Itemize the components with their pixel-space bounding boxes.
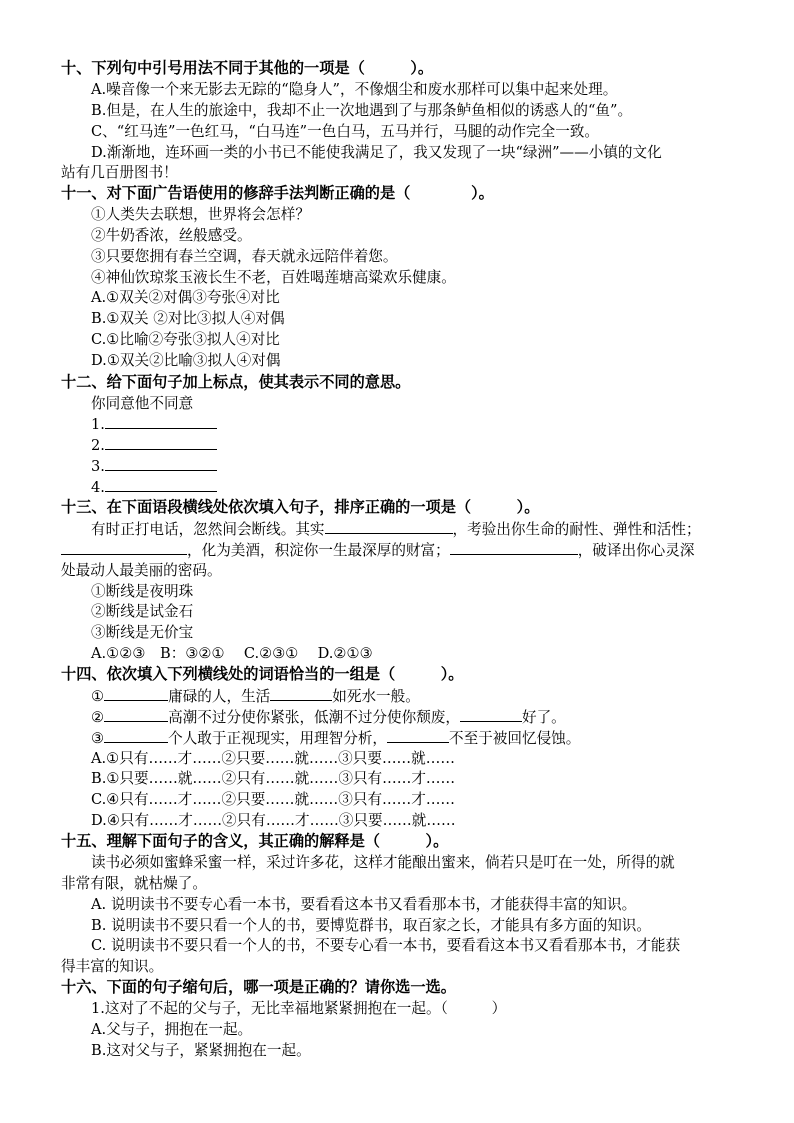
q10-option-d-line2: 站有几百册图书！ bbox=[61, 164, 178, 181]
q15-passage-line2: 非常有限，就枯燥了。 bbox=[61, 875, 207, 892]
q12-sentence: 你同意他不同意 bbox=[91, 395, 194, 412]
q14-option-b: B.①只要……就……②只有……就……③只有……才…… bbox=[91, 770, 456, 787]
q14-option-a: A.①只有……才……②只要……就……③只要……就…… bbox=[91, 750, 455, 767]
q14-line-1-end: 如死水一般。 bbox=[332, 688, 420, 705]
q11-option-a: A.①双关②对偶③夸张④对比 bbox=[91, 289, 280, 306]
q14-blank-3[interactable] bbox=[104, 707, 168, 722]
q14-line-3-text: 个人敢于正视现实，用理智分析， bbox=[168, 730, 388, 747]
q14-blank-2[interactable] bbox=[270, 686, 332, 701]
q15-option-a: A. 说明读书不要专心看一本书，要看看这本书又看看那本书，才能获得丰富的知识。 bbox=[91, 896, 637, 913]
q14-line-1-text: 庸碌的人，生活 bbox=[168, 688, 271, 705]
q14-blank-4[interactable] bbox=[460, 707, 522, 722]
q16-option-b: B.这对父与子，紧紧拥抱在一起。 bbox=[91, 1042, 311, 1059]
q14-option-c: C.④只有……才……②只要……就……③只有……才…… bbox=[91, 791, 456, 808]
q10-option-d-line1: D.渐渐地，连环画一类的小书已不能使我满足了，我又发现了一块“绿洲”——小镇的文化 bbox=[91, 144, 662, 161]
q14-line-2-text: 高潮不过分使你紧张，低潮不过分使你颓废， bbox=[168, 709, 460, 726]
q14-blank-6[interactable] bbox=[387, 728, 449, 743]
q13-choices: A.①②③ B：③②① C.②③① D.②①③ bbox=[91, 645, 373, 662]
q14-line-3-num: ③ bbox=[91, 730, 105, 747]
q11-sentence-3: ③只要您拥有春兰空调，春天就永远陪伴着您。 bbox=[91, 248, 398, 265]
q13-passage-line1 bbox=[91, 519, 701, 540]
q14-option-d: D.④只有……才……②只有……才……③只要……就…… bbox=[91, 812, 456, 829]
q12-answer-3-number: 3. bbox=[91, 458, 105, 475]
q11-sentence-1: ①人类失去联想，世界将会怎样？ bbox=[91, 206, 310, 223]
q16-option-a: A.父与子，拥抱在一起。 bbox=[91, 1021, 253, 1038]
q13-passage-line2 bbox=[61, 540, 694, 561]
q12-answer-3 bbox=[91, 456, 217, 477]
q14-line-3-end: 不至于被回忆侵蚀。 bbox=[449, 730, 581, 747]
q13-blank-2[interactable] bbox=[61, 540, 187, 555]
q13-passage-text-1: 有时正打电话，忽然间会断线。其实 bbox=[91, 521, 325, 538]
q15-title: 十五、理解下面句子的含义，其正确的解释是（ ）。 bbox=[61, 832, 449, 850]
q11-title: 十一、对下面广告语使用的修辞手法判断正确的是（ ）。 bbox=[61, 184, 494, 202]
q13-blank-1[interactable] bbox=[325, 519, 453, 534]
q13-option-3: ③断线是无价宝 bbox=[91, 624, 194, 641]
q14-blank-5[interactable] bbox=[104, 728, 168, 743]
q12-answer-4-blank[interactable] bbox=[105, 477, 217, 492]
q10-option-c: C、“红马连”一色红马，“白马连”一色白马，五马并行，马腿的动作完全一致。 bbox=[91, 123, 600, 140]
q14-line-2-num: ② bbox=[91, 709, 105, 726]
q12-answer-3-blank[interactable] bbox=[105, 456, 217, 471]
q14-line-1 bbox=[91, 686, 420, 707]
q14-blank-1[interactable] bbox=[104, 686, 168, 701]
q15-option-c-line2: 得丰富的知识。 bbox=[61, 958, 164, 975]
q11-option-c: C.①比喻②夸张③拟人④对比 bbox=[91, 331, 280, 348]
q12-answer-1-blank[interactable] bbox=[105, 414, 217, 429]
q10-option-b: B.但是，在人生的旅途中，我却不止一次地遇到了与那条鲈鱼相似的诱惑人的“鱼”。 bbox=[91, 102, 633, 119]
q14-line-2 bbox=[91, 707, 566, 728]
q12-answer-2-blank[interactable] bbox=[105, 435, 217, 450]
q12-answer-2-number: 2. bbox=[91, 437, 105, 454]
q12-answer-4 bbox=[91, 477, 217, 498]
q10-option-a: A.噪音像一个来无影去无踪的“隐身人”，不像烟尘和废水那样可以集中起来处理。 bbox=[91, 81, 618, 98]
q16-title: 十六、下面的句子缩句后，哪一项是正确的？请你选一选。 bbox=[61, 978, 456, 996]
q11-sentence-4: ④神仙饮琼浆玉液长生不老，百姓喝莲塘高粱欢乐健康。 bbox=[91, 269, 456, 286]
q14-line-3 bbox=[91, 728, 580, 749]
q11-option-b: B.①双关 ②对比③拟人④对偶 bbox=[91, 310, 285, 327]
q13-passage-text-3: ，化为美酒，积淀你一生最深厚的财富； bbox=[187, 542, 450, 559]
q13-title: 十三、在下面语段横线处依次填入句子，排序正确的一项是（ ）。 bbox=[61, 498, 540, 516]
q14-title: 十四、依次填入下列横线处的词语恰当的一组是（ ）。 bbox=[61, 665, 464, 683]
q12-answer-2 bbox=[91, 435, 217, 456]
q11-option-d: D.①双关②比喻③拟人④对偶 bbox=[91, 352, 281, 369]
q12-answer-4-number: 4. bbox=[91, 479, 105, 496]
q15-passage-line1: 读书必须如蜜蜂采蜜一样，采过许多花，这样才能酿出蜜来，倘若只是叮在一处，所得的就 bbox=[91, 854, 675, 871]
q15-option-b: B. 说明读书不要只看一个人的书，要博览群书，取百家之长，才能具有多方面的知识。 bbox=[91, 917, 651, 934]
q13-blank-3[interactable] bbox=[450, 540, 578, 555]
q16-sentence-1: 1.这对了不起的父与子，无比幸福地紧紧拥抱在一起。（ ） bbox=[91, 1000, 507, 1017]
q13-passage-text-2: ，考验出你生命的耐性、弹性和活性； bbox=[452, 521, 701, 538]
q13-passage-line3: 处最动人最美丽的密码。 bbox=[61, 562, 222, 579]
q14-line-1-num: ① bbox=[91, 688, 105, 705]
q10-title: 十、下列句中引号用法不同于其他的一项是（ ）。 bbox=[61, 59, 434, 77]
q13-option-2: ②断线是试金石 bbox=[91, 603, 194, 620]
q12-title: 十二、给下面句子加上标点，使其表示不同的意思。 bbox=[61, 373, 411, 391]
q13-option-1: ①断线是夜明珠 bbox=[91, 583, 194, 600]
q11-sentence-2: ②牛奶香浓，丝般感受。 bbox=[91, 227, 252, 244]
q12-answer-1-number: 1. bbox=[91, 416, 105, 433]
q15-option-c-line1: C. 说明读书不要只看一个人的书，不要专心看一本书，要看看这本书又看看那本书，才能获 bbox=[91, 937, 681, 954]
q14-line-2-end: 好了。 bbox=[521, 709, 566, 726]
q13-passage-text-4: ，破译出你心灵深 bbox=[577, 542, 695, 559]
q12-answer-1 bbox=[91, 414, 217, 435]
